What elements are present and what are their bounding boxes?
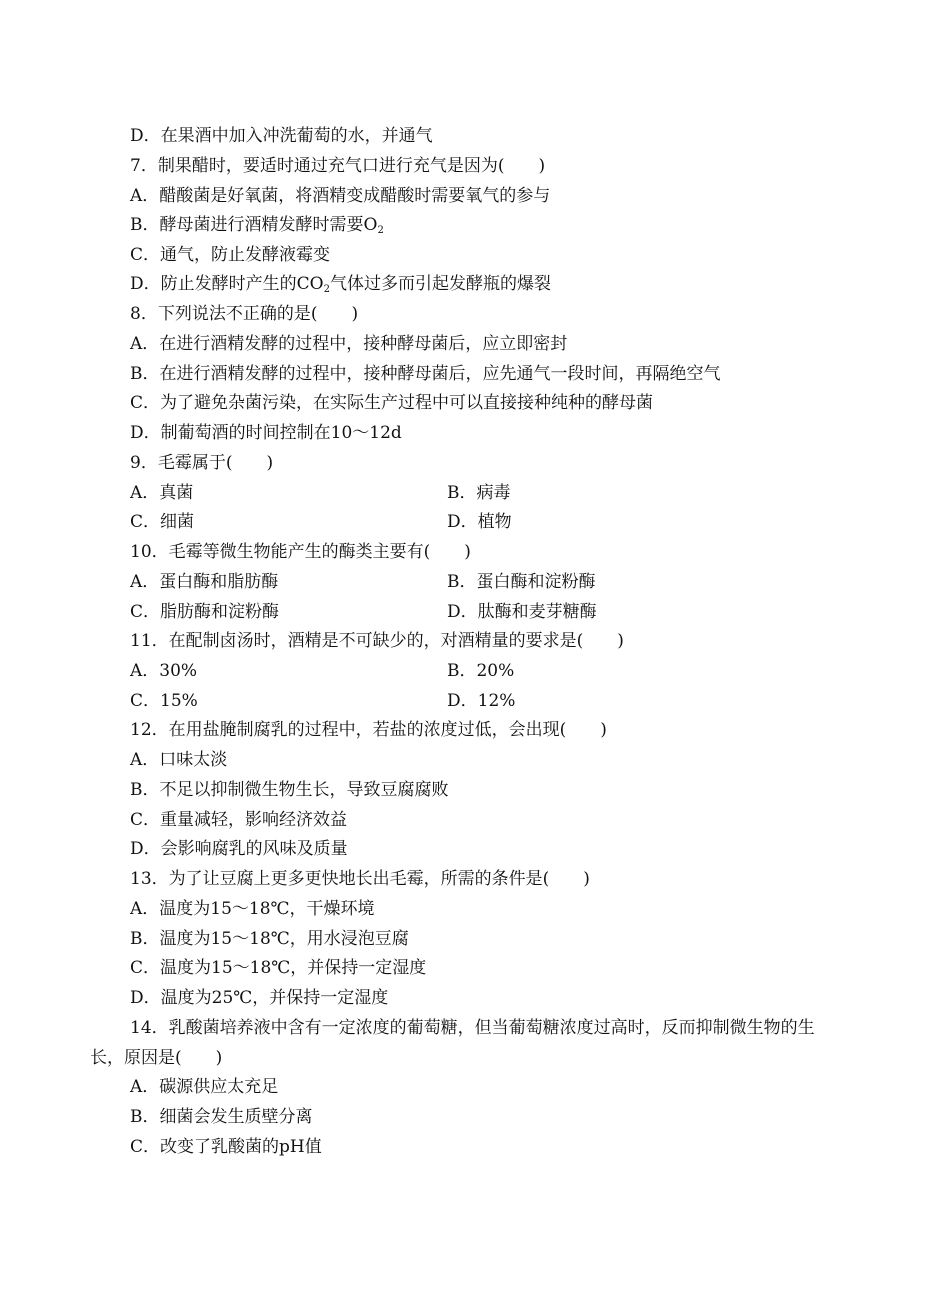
q11-stem: 11．在配制卤汤时，酒精是不可缺少的，对酒精量的要求是( ) bbox=[130, 631, 624, 651]
q13-option-b: B．温度为15～18℃，用水浸泡豆腐 bbox=[130, 929, 409, 949]
q8-option-c: C．为了避免杂菌污染，在实际生产过程中可以直接接种纯种的酵母菌 bbox=[130, 393, 654, 413]
q10-option-a: A．蛋白酶和脂肪酶 bbox=[130, 572, 279, 592]
q7-option-c: C．通气，防止发酵液霉变 bbox=[130, 245, 331, 265]
q7-option-d-subscript: 2 bbox=[323, 284, 330, 295]
q7-option-d-text-end: 气体过多而引起发酵瓶的爆裂 bbox=[329, 274, 551, 294]
q11-option-d: D．12% bbox=[447, 691, 516, 711]
q7-stem: 7．制果醋时，要适时通过充气口进行充气是因为( ) bbox=[130, 156, 546, 176]
q9-option-b: B．病毒 bbox=[447, 483, 511, 503]
q9-option-d: D．植物 bbox=[447, 512, 512, 532]
q14-option-a: A．碳源供应太充足 bbox=[130, 1077, 279, 1097]
q14-stem-line1: 14．乳酸菌培养液中含有一定浓度的葡萄糖，但当葡萄糖浓度过高时，反而抑制微生物的生 bbox=[130, 1018, 815, 1038]
q12-option-a: A．口味太淡 bbox=[130, 750, 228, 770]
q8-option-a: A．在进行酒精发酵的过程中，接种酵母菌后，应立即密封 bbox=[130, 334, 568, 354]
q10-option-d: D．肽酶和麦芽糖酶 bbox=[447, 602, 597, 622]
q10-stem: 10．毛霉等微生物能产生的酶类主要有( ) bbox=[130, 542, 471, 562]
q8-option-b: B．在进行酒精发酵的过程中，接种酵母菌后，应先通气一段时间，再隔绝空气 bbox=[130, 364, 721, 384]
q11-option-a: A．30% bbox=[130, 661, 198, 681]
q7-option-b-subscript: 2 bbox=[377, 225, 384, 236]
q10-option-b: B．蛋白酶和淀粉酶 bbox=[447, 572, 596, 592]
q12-option-c: C．重量减轻，影响经济效益 bbox=[130, 810, 348, 830]
q7-option-b bbox=[130, 214, 384, 242]
q13-option-a: A．温度为15～18℃，干燥环境 bbox=[130, 899, 375, 919]
q7-option-d bbox=[130, 273, 551, 301]
q14-option-b: B．细菌会发生质壁分离 bbox=[130, 1107, 313, 1127]
q7-option-b-text: B．酵母菌进行酒精发酵时需要O bbox=[130, 215, 378, 235]
q6-option-d: D．在果酒中加入冲洗葡萄的水，并通气 bbox=[130, 126, 433, 146]
q12-option-d: D．会影响腐乳的风味及质量 bbox=[130, 839, 348, 859]
q9-stem: 9．毛霉属于( ) bbox=[130, 453, 274, 473]
q9-option-a: A．真菌 bbox=[130, 483, 194, 503]
q7-option-a: A．醋酸菌是好氧菌，将酒精变成醋酸时需要氧气的参与 bbox=[130, 186, 551, 206]
q14-option-c: C．改变了乳酸菌的pH值 bbox=[130, 1137, 322, 1157]
q8-stem: 8．下列说法不正确的是( ) bbox=[130, 304, 359, 324]
q9-option-c: C．细菌 bbox=[130, 512, 195, 532]
q12-option-b: B．不足以抑制微生物生长，导致豆腐腐败 bbox=[130, 780, 449, 800]
q13-stem: 13．为了让豆腐上更多更快地长出毛霉，所需的条件是( ) bbox=[130, 869, 590, 889]
q7-option-d-text: D．防止发酵时产生的CO bbox=[130, 274, 324, 294]
q12-stem: 12．在用盐腌制腐乳的过程中，若盐的浓度过低，会出现( ) bbox=[130, 720, 607, 740]
q14-stem-line2: 长，原因是( ) bbox=[90, 1048, 223, 1068]
q13-option-d: D．温度为25℃，并保持一定湿度 bbox=[130, 988, 389, 1008]
q10-option-c: C．脂肪酶和淀粉酶 bbox=[130, 602, 280, 622]
q8-option-d: D．制葡萄酒的时间控制在10～12d bbox=[130, 423, 402, 443]
q11-option-c: C．15% bbox=[130, 691, 198, 711]
q13-option-c: C．温度为15～18℃，并保持一定湿度 bbox=[130, 958, 427, 978]
q11-option-b: B．20% bbox=[447, 661, 515, 681]
